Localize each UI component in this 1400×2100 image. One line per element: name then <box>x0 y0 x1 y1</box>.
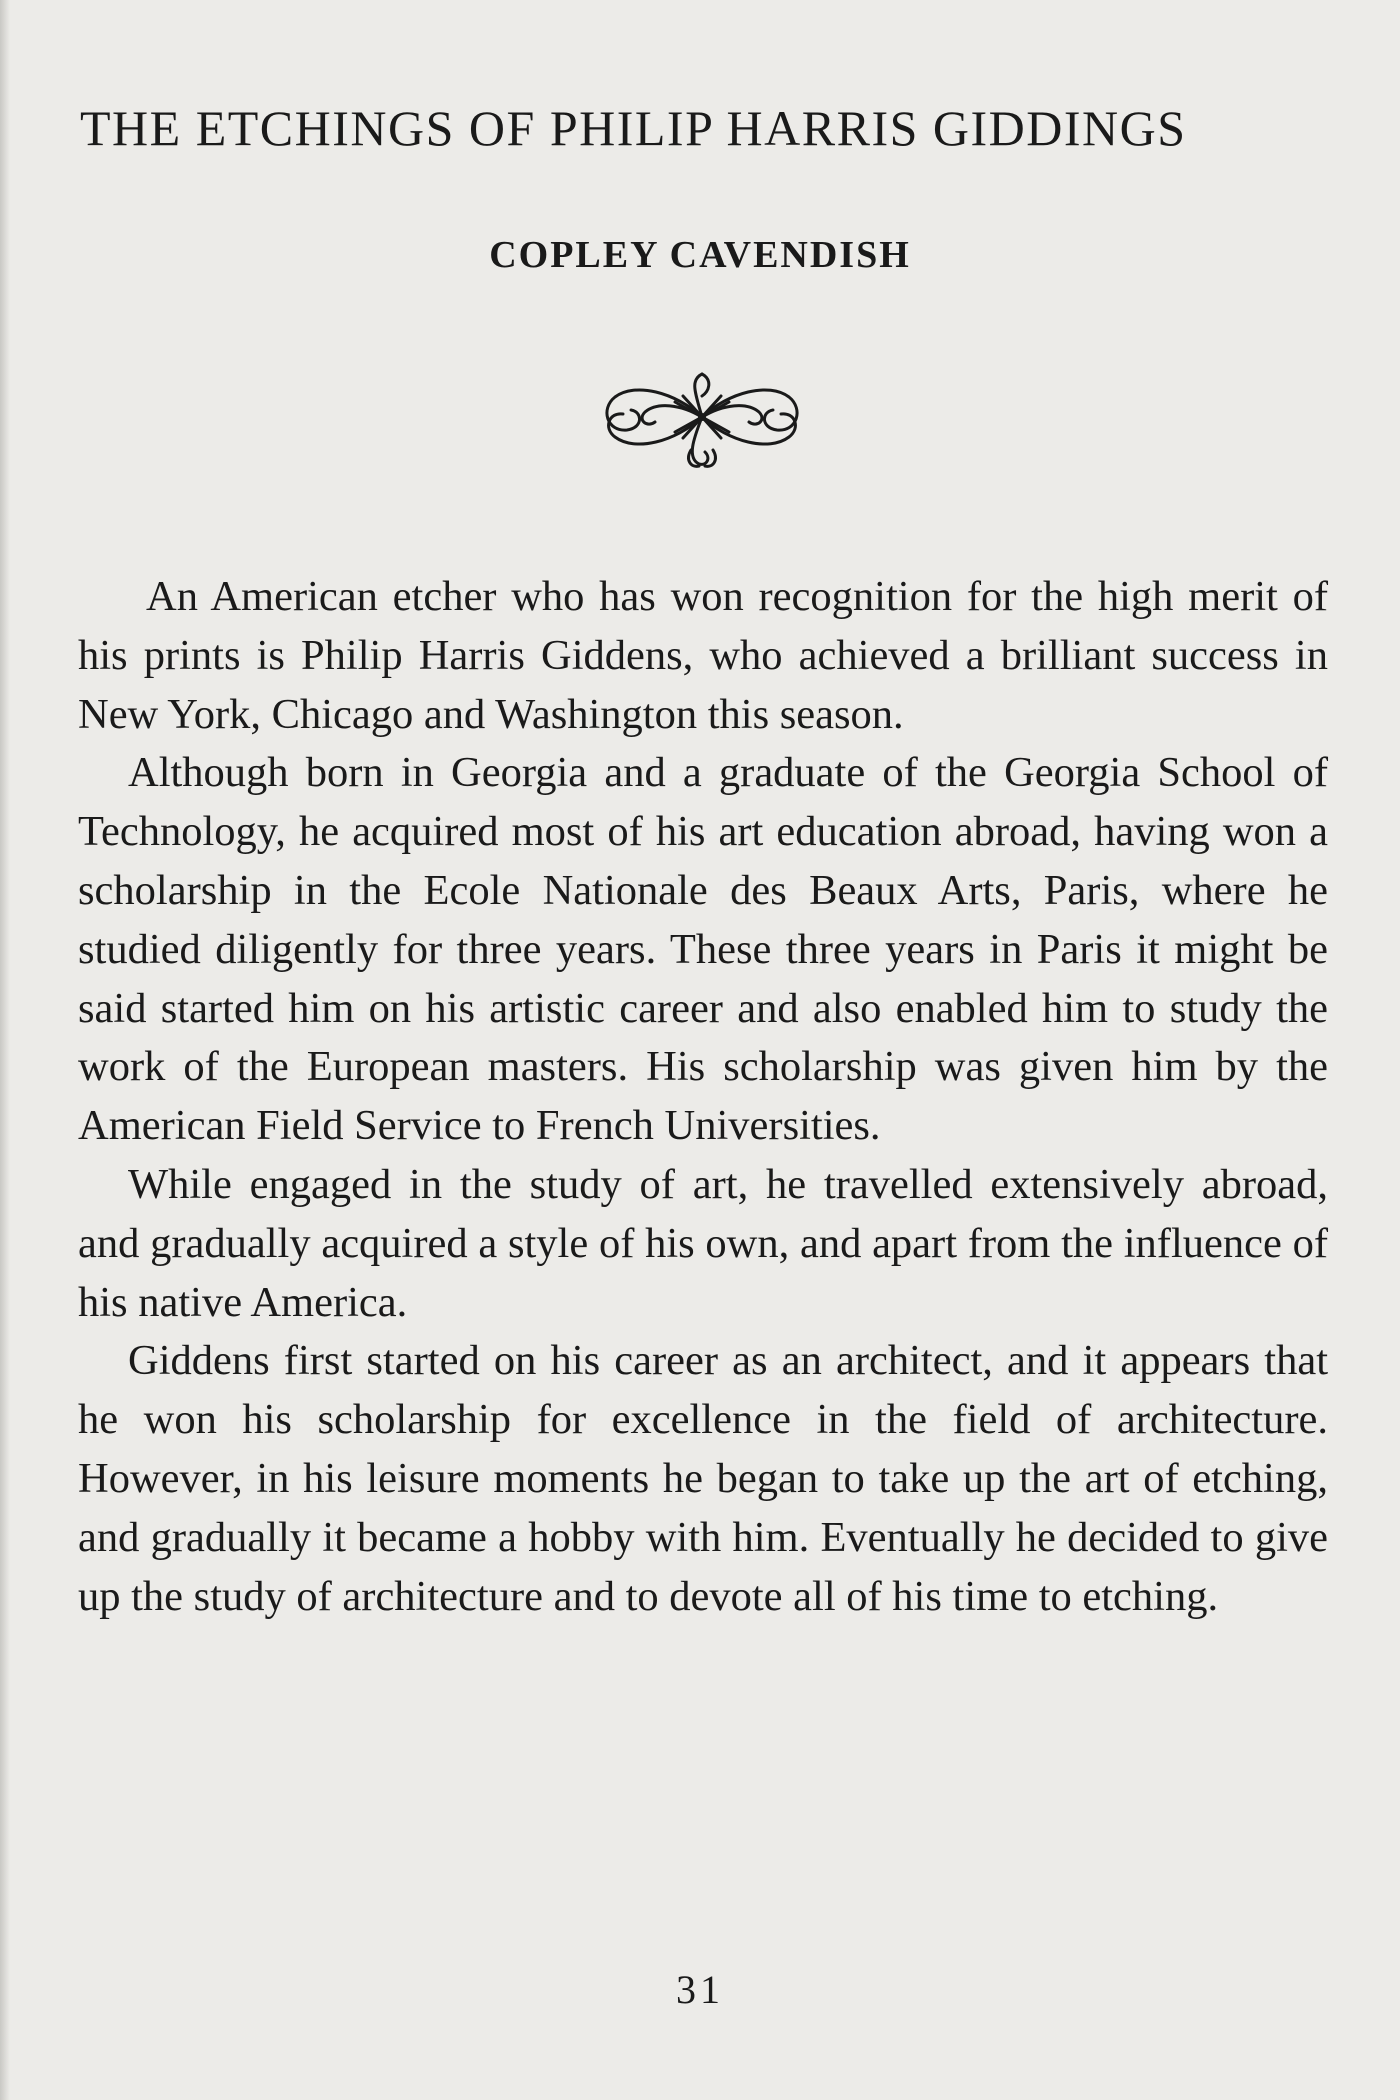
page-number: 31 <box>676 1967 724 2012</box>
article-author: COPLEY CAVENDISH <box>489 234 911 276</box>
article-body <box>78 568 1328 1626</box>
scroll-flourish-icon <box>595 362 810 472</box>
paragraph-3: While engaged in the study of art, he travelled extensively abroad, and gradually acquired a style of his own, and apart from the influence of his native America. <box>78 1160 1328 1326</box>
article-title: THE ETCHINGS OF PHILIP HARRIS GIDDINGS <box>80 100 1187 156</box>
paragraph-1: An American etcher who has won recognition for the high merit of his prints is Philip Harris Giddens, who achieved a brilliant success in New York, Chicago and Washington this season. <box>78 573 1328 738</box>
paragraph-2: Although born in Georgia and a graduate of the Georgia School of Technology, he acquired most of his art education abroad, having won a scholarship in the Ecole Nationale des Beaux Arts, Paris, where he studied diligently for three years. These three years in Paris it might be said started him on his artistic career and also enabled him to study the work of the European masters. His scholarship was given him by the American Field Service to French Universities. <box>78 749 1328 1150</box>
page-binding-edge <box>0 0 10 2100</box>
paragraph-4: Giddens first started on his career as an architect, and it appears that he won his scholarship for excellence in the field of architecture. However, in his leisure moments he began to take up the art of etching, and gradually it became a hobby with him. Eventually he decided to give up the study of architecture and to devote all of his time to etching. <box>78 1337 1328 1620</box>
